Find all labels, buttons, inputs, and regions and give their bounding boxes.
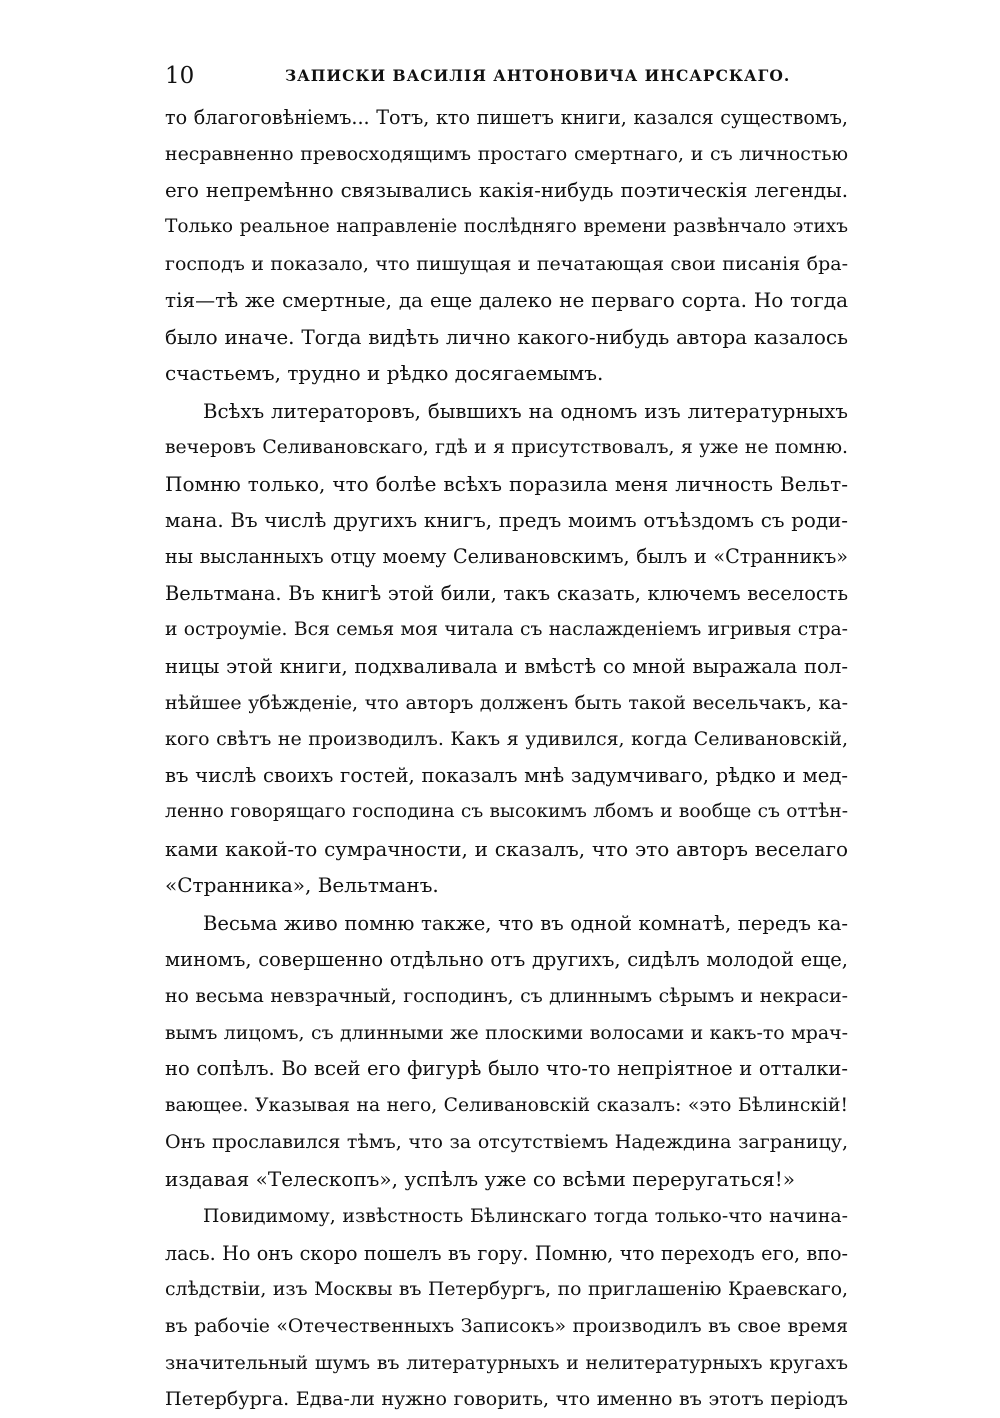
text-line: мана. Въ числѣ другихъ книгъ, предъ моимъ отъѣздомъ съ роди- [165,508,848,532]
text-line: Только реальное направленіе послѣдняго времени развѣнчало этихъ [165,216,848,238]
text-line: Петербурга. Едва-ли нужно говорить, что именно въ этотъ періодъ [165,1388,848,1411]
paragraph [165,394,848,904]
text-line: издавая «Телескопъ», успѣлъ уже со всѣми переругаться!» [165,1166,796,1191]
paragraph [165,1199,848,1418]
text-line: было иначе. Тогда видѣть лично какого-нибудь автора казалось [165,324,848,349]
text-line: Повидимому, извѣстность Бѣлинскаго тогда только-что начина- [203,1206,848,1228]
text-line: «Странника», Вельтманъ. [165,873,439,898]
text-line: лась. Но онъ скоро пошелъ въ гору. Помню, что переходъ его, впо- [165,1241,848,1265]
text-line: несравненно превосходящимъ простаго смертнаго, и съ личностью [165,143,848,166]
text-line: Вельтмана. Въ книгѣ этой били, такъ сказать, ключемъ веселость [165,581,848,605]
text-line: Весьма живо помню также, что въ одной комнатѣ, передъ ка- [203,911,848,935]
paragraph [165,906,848,1198]
page-header [165,60,848,92]
text-line: Всѣхъ литераторовъ, бывшихъ на одномъ изъ литературныхъ [203,399,848,423]
text-line: тія—тѣ же смертные, да еще далеко не перваго сорта. Но тогда [165,288,848,313]
text-line: но сопѣлъ. Во всей его фигурѣ было что-то непріятное и отталки- [165,1057,848,1081]
text-line: въ числѣ своихъ гостей, показалъ мнѣ задумчиваго, рѣдко и мед- [165,763,848,787]
text-line: и остроуміе. Вся семья моя читала съ наслажденіемъ игривыя стра- [165,619,848,641]
text-line: кого свѣтъ не производилъ. Какъ я удивился, когда Селивановскій, [165,728,848,751]
running-title: ЗАПИСКИ ВАСИЛІЯ АНТОНОВИЧА ИНСАРСКАГО. [285,66,791,85]
text-line: миномъ, совершенно отдѣльно отъ другихъ, сидѣлъ молодой еще, [165,948,848,972]
page-number: 10 [165,63,195,89]
text-line: вымъ лицомъ, съ длинными же плоскими волосами и какъ-то мрач- [165,1021,848,1044]
text-line: нѣйшее убѣжденіе, что авторъ долженъ быть такой весельчакъ, ка- [165,692,848,714]
text-line: Онъ прославился тѣмъ, что за отсутствіемъ Надеждина заграницу, [165,1131,848,1154]
text-line: въ рабочіе «Отечественныхъ Записокъ» производилъ въ свое время [165,1315,848,1338]
text-line: его непремѣнно связывались какія-нибудь поэтическія легенды. [165,178,848,202]
text-line: вающее. Указывая на него, Селивановскій сказалъ: «это Бѣлинскій! [165,1094,848,1116]
text-line: вечеровъ Селивановскаго, гдѣ и я присутствовалъ, я уже не помню. [165,436,848,458]
text-line: слѣдствіи, изъ Москвы въ Петербургъ, по приглашенію Краевскаго, [165,1279,848,1300]
paragraph [165,100,848,392]
text-line: ками какой-то сумрачности, и сказалъ, что это авторъ веселаго [165,836,848,861]
text-line: счастьемъ, трудно и рѣдко досягаемымъ. [165,361,604,386]
text-line: значительный шумъ въ литературныхъ и нелитературныхъ кругахъ [165,1351,848,1374]
text-line: ны высланныхъ отцу моему Селивановскимъ, былъ и «Странникъ» [165,545,848,569]
text-line: ницы этой книги, подхваливала и вмѣстѣ со мной выражала пол- [165,654,848,678]
body-text [165,100,848,1418]
text-line: но весьма невзрачный, господинъ, съ длиннымъ сѣрымъ и некраси- [165,985,848,1007]
text-line: ленно говорящаго господина съ высокимъ лбомъ и вообще съ оттѣн- [165,801,848,823]
text-line: то благоговѣніемъ... Тотъ, кто пишетъ книги, казался существомъ, [165,106,848,129]
text-line: господъ и показало, что пишущая и печатающая свои писанія бра- [165,252,848,275]
text-line: Помню только, что болѣе всѣхъ поразила меня личность Вельт- [165,472,848,497]
